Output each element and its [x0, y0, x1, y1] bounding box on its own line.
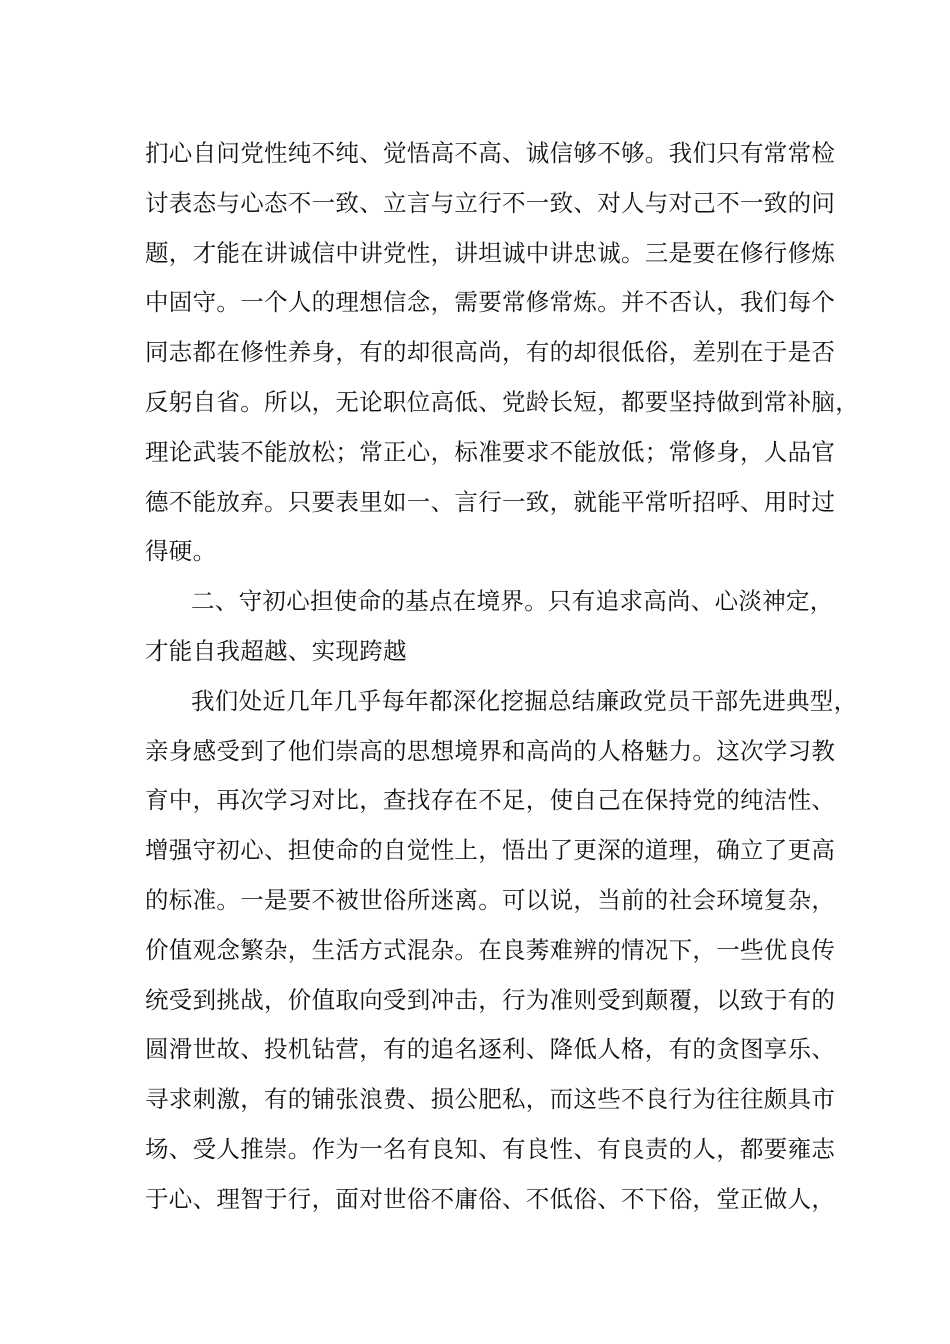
text-line: 德不能放弃。只要表里如一、言行一致，就能平常听招呼、用时过 [145, 487, 836, 516]
text-line: 寻求刺激，有的铺张浪费、损公肥私，而这些不良行为往往颇具市 [145, 1085, 836, 1114]
text-line: 场、受人推崇。作为一名有良知、有良性、有良责的人，都要雍志 [145, 1134, 836, 1163]
paragraph-continued [145, 129, 859, 577]
text-line: 反躬自省。所以，无论职位高低、党龄长短，都要坚持做到常补脑， [145, 387, 859, 416]
text-line: 讨表态与心态不一致、立言与立行不一致、对人与对己不一致的问 [145, 188, 836, 217]
text-line: 增强守初心、担使命的自觉性上，悟出了更深的道理，确立了更高 [145, 836, 836, 865]
text-line: 价值观念繁杂，生活方式混杂。在良莠难辨的情况下，一些优良传 [145, 935, 836, 964]
heading-line: 才能自我超越、实现跨越 [145, 636, 407, 665]
text-line: 扪心自问党性纯不纯、觉悟高不高、诚信够不够。我们只有常常检 [145, 139, 836, 167]
text-line: 的标准。一是要不被世俗所迷离。可以说，当前的社会环境复杂， [145, 885, 836, 914]
body-text [145, 129, 859, 1225]
text-line: 理论武装不能放松；常正心，标准要求不能放低；常修身，人品官 [145, 437, 836, 466]
text-line: 得硬。 [145, 537, 217, 566]
text-line: 于心、理智于行，面对世俗不庸俗、不低俗、不下俗，堂正做人， [145, 1184, 836, 1213]
text-line: 统受到挑战，价值取向受到冲击，行为准则受到颠覆，以致于有的 [145, 985, 836, 1014]
text-line: 亲身感受到了他们崇高的思想境界和高尚的人格魅力。这次学习教 [145, 736, 836, 765]
text-line: 我们处近几年几乎每年都深化挖掘总结廉政党员干部先进典型， [191, 686, 858, 715]
heading-line: 二、守初心担使命的基点在境界。只有追求高尚、心淡神定， [191, 587, 834, 616]
text-line: 圆滑世故、投机钻营，有的追名逐利、降低人格，有的贪图享乐、 [145, 1035, 836, 1064]
text-line: 育中，再次学习对比，查找存在不足，使自己在保持党的纯洁性、 [145, 786, 836, 815]
text-line: 题，才能在讲诚信中讲党性，讲坦诚中讲忠诚。三是要在修行修炼 [145, 238, 836, 267]
text-line: 中固守。一个人的理想信念，需要常修常炼。并不否认，我们每个 [145, 288, 836, 317]
paragraph [145, 677, 858, 1225]
text-line: 同志都在修性养身，有的却很高尚，有的却很低俗，差别在于是否 [145, 338, 836, 367]
section-heading [145, 577, 835, 677]
